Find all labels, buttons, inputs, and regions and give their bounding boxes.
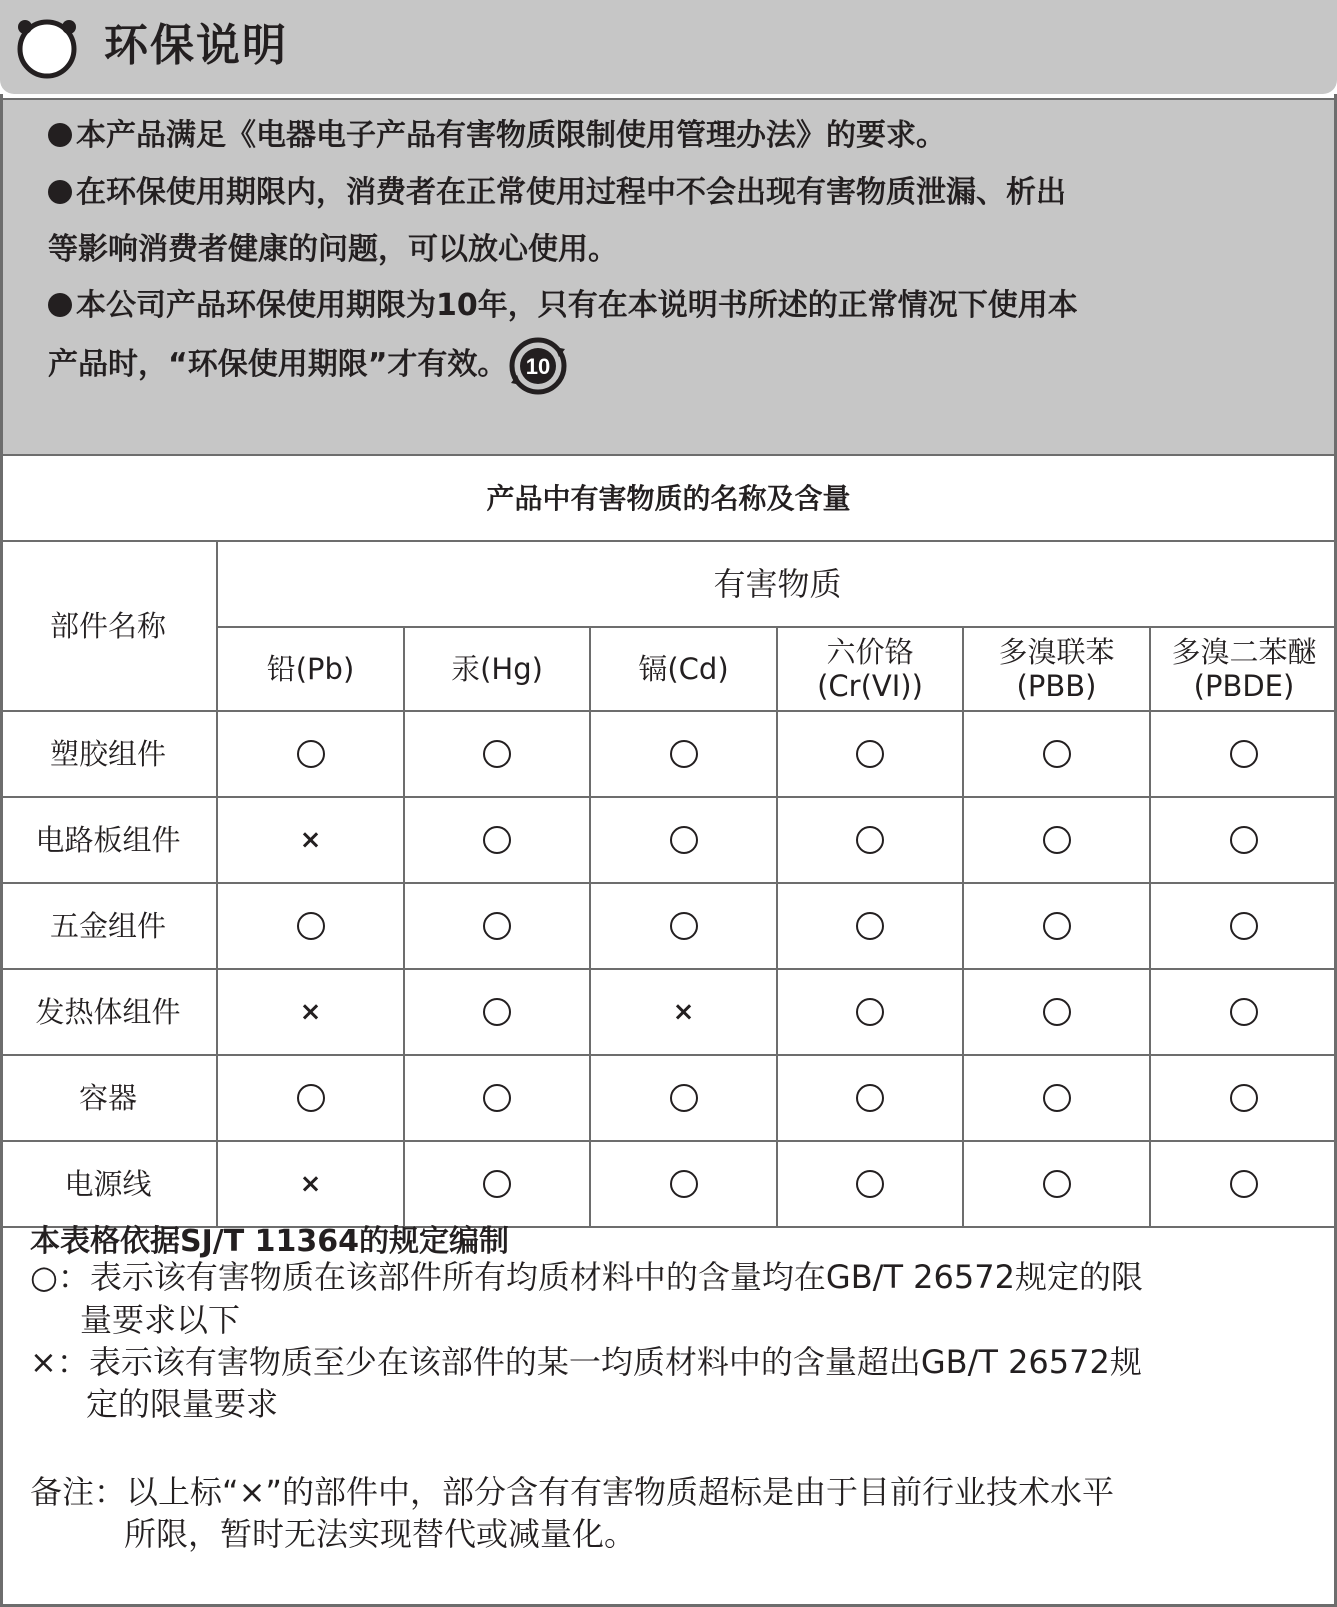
column-header-part-name: 部件名称: [49, 609, 166, 643]
compliant-circle-icon: [1230, 998, 1258, 1026]
column-group-hazardous-substances: 有害物质: [713, 565, 842, 603]
substance-value-cell: [591, 1056, 776, 1140]
column-header-pbde: [1151, 628, 1337, 710]
notice-item-period: [48, 286, 1078, 326]
substance-value-cell: [591, 970, 776, 1054]
compliant-circle-icon: [670, 740, 698, 768]
compliant-circle-icon: [297, 1084, 325, 1112]
table-title: 产品中有害物质的名称及含量: [0, 456, 1337, 542]
column-header-cadmium: [591, 628, 776, 710]
exceeds-cross-icon: ×: [299, 997, 322, 1027]
compliant-circle-icon: [483, 998, 511, 1026]
exceeds-cross-icon: ×: [299, 1169, 322, 1199]
compliant-circle-icon: [856, 912, 884, 940]
part-name-cell: 发热体组件: [35, 995, 181, 1029]
substance-value-cell: [591, 798, 776, 882]
column-header-pbb: [964, 628, 1149, 710]
substance-value-cell: [405, 1056, 589, 1140]
compliant-circle-icon: [1043, 998, 1071, 1026]
header-line: 六价铬: [826, 635, 914, 669]
substance-value-cell: [405, 970, 589, 1054]
compliant-circle-icon: [483, 826, 511, 854]
notice-text: 本产品满足《电器电子产品有害物质限制使用管理办法》的要求。: [76, 118, 946, 153]
notice-item-safety: [48, 173, 1066, 213]
column-header-mercury: [405, 628, 589, 710]
compliant-circle-icon: [483, 1084, 511, 1112]
compliant-circle-icon: [1043, 912, 1071, 940]
compliant-circle-icon: [483, 1170, 511, 1198]
substance-value-cell: [778, 712, 962, 796]
substance-value-cell: [964, 712, 1149, 796]
substance-value-cell: [405, 884, 589, 968]
substance-value-cell: [778, 1142, 962, 1226]
circle-legend-note-continued: 量要求以下: [80, 1301, 241, 1339]
substance-value-cell: [591, 712, 776, 796]
notice-item-regulation: [48, 116, 946, 156]
cross-legend-note: ×：表示该有害物质至少在该部件的某一均质材料中的含量超出GB/T 26572规: [30, 1343, 1142, 1381]
compliant-circle-icon: [670, 912, 698, 940]
hazardous-substance-table: [0, 542, 1337, 1232]
compliant-circle-icon: [670, 1084, 698, 1112]
substance-value-cell: [218, 798, 403, 882]
header-line: (Cr(VI)): [817, 669, 923, 703]
substance-value-cell: [218, 884, 403, 968]
circle-legend-note: ○：表示该有害物质在该部件所有均质材料中的含量均在GB/T 26572规定的限: [30, 1258, 1143, 1296]
compliant-circle-icon: [856, 826, 884, 854]
frame-border: [0, 94, 3, 1607]
notice-text: 本公司产品环保使用期限为10年，只有在本说明书所述的正常情况下使用本: [76, 288, 1078, 323]
substance-value-cell: [778, 970, 962, 1054]
compliant-circle-icon: [1043, 826, 1071, 854]
substance-value-cell: [405, 1142, 589, 1226]
header-line: 多溴联苯: [998, 635, 1115, 669]
part-name-cell: 容器: [78, 1081, 137, 1115]
part-name-cell: 电路板组件: [35, 823, 181, 857]
bullet-icon: [48, 180, 72, 204]
header-line: 多溴二苯醚: [1171, 635, 1317, 669]
notice-text-continued: 等影响消费者健康的问题，可以放心使用。: [48, 232, 618, 267]
substance-value-cell: [1151, 712, 1337, 796]
substance-value-cell: [1151, 798, 1337, 882]
substance-value-cell: [1151, 970, 1337, 1054]
substance-value-cell: [1151, 884, 1337, 968]
substance-value-cell: [964, 970, 1149, 1054]
header-bar: [0, 0, 1337, 94]
substance-value-cell: [1151, 1142, 1337, 1226]
notice-text: 在环保使用期限内，消费者在正常使用过程中不会出现有害物质泄漏、析出: [76, 175, 1066, 210]
compliant-circle-icon: [297, 740, 325, 768]
header-line: (PBB): [1016, 669, 1097, 703]
compliant-circle-icon: [1230, 1170, 1258, 1198]
compliant-circle-icon: [670, 826, 698, 854]
exceeds-cross-icon: ×: [672, 997, 695, 1027]
substance-value-cell: [218, 1142, 403, 1226]
compliant-circle-icon: [1043, 740, 1071, 768]
compliant-circle-icon: [1043, 1084, 1071, 1112]
compliant-circle-icon: [1043, 1170, 1071, 1198]
remark-note: 备注：以上标“×”的部件中，部分含有有害物质超标是由于目前行业技术水平: [30, 1473, 1114, 1511]
compliant-circle-icon: [483, 912, 511, 940]
header-line: (PBDE): [1193, 669, 1295, 703]
header-line: 汞(Hg): [451, 652, 543, 686]
compliant-circle-icon: [1230, 1084, 1258, 1112]
emblem-number: 10: [526, 353, 551, 379]
substance-value-cell: [964, 1056, 1149, 1140]
compliant-circle-icon: [1230, 740, 1258, 768]
notice-block: [0, 98, 1337, 456]
substance-value-cell: [964, 1142, 1149, 1226]
exceeds-cross-icon: ×: [299, 825, 322, 855]
column-header-lead: [218, 628, 403, 710]
compliant-circle-icon: [856, 740, 884, 768]
compliant-circle-icon: [856, 1084, 884, 1112]
substance-value-cell: [218, 1056, 403, 1140]
part-name-cell: 塑胶组件: [49, 737, 166, 771]
substance-value-cell: [778, 1056, 962, 1140]
compliant-circle-icon: [856, 998, 884, 1026]
compliant-circle-icon: [670, 1170, 698, 1198]
substance-value-cell: [778, 884, 962, 968]
substance-value-cell: [591, 1142, 776, 1226]
notice-text: 产品时，“环保使用期限”才有效。: [48, 347, 508, 382]
bullet-icon: [48, 293, 72, 317]
notice-text-continued: [48, 336, 567, 395]
part-name-cell: 电源线: [64, 1167, 152, 1201]
substance-value-cell: [405, 798, 589, 882]
remark-note-continued: 所限，暂时无法实现替代或减量化。: [124, 1515, 637, 1553]
substance-value-cell: [1151, 1056, 1337, 1140]
substance-value-cell: [591, 884, 776, 968]
substance-value-cell: [964, 884, 1149, 968]
bullet-icon: [48, 123, 72, 147]
environmental-period-10-icon: [509, 337, 567, 395]
substance-value-cell: [218, 970, 403, 1054]
substance-value-cell: [964, 798, 1149, 882]
page-title: 环保说明: [104, 20, 288, 71]
compliant-circle-icon: [1230, 912, 1258, 940]
compliant-circle-icon: [856, 1170, 884, 1198]
header-line: 铅(Pb): [266, 652, 355, 686]
substance-value-cell: [778, 798, 962, 882]
standard-basis-note: 本表格依据SJ/T 11364的规定编制: [30, 1224, 510, 1259]
bear-logo-icon: [14, 14, 80, 80]
part-name-cell: 五金组件: [49, 909, 166, 943]
header-line: 镉(Cd): [638, 652, 729, 686]
substance-value-cell: [218, 712, 403, 796]
column-header-hexavalent-chromium: [778, 628, 962, 710]
substance-value-cell: [405, 712, 589, 796]
compliant-circle-icon: [297, 912, 325, 940]
compliant-circle-icon: [483, 740, 511, 768]
compliant-circle-icon: [1230, 826, 1258, 854]
cross-legend-note-continued: 定的限量要求: [86, 1385, 279, 1423]
